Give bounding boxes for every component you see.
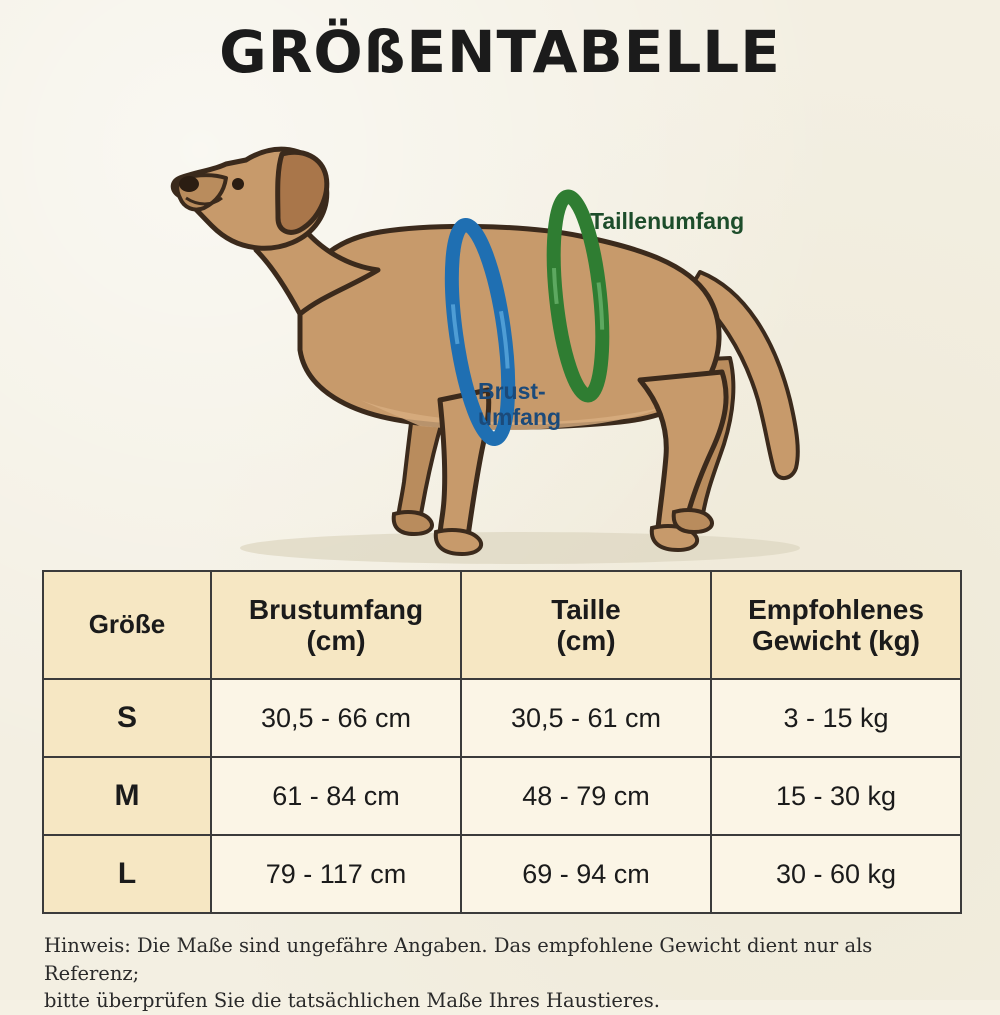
cell-chest: 79 - 117 cm xyxy=(211,835,461,913)
cell-waist: 69 - 94 cm xyxy=(461,835,711,913)
header-waist-line-2: (cm) xyxy=(556,625,616,656)
page-title: GRÖßENTABELLE xyxy=(219,18,781,86)
dog-illustration-svg xyxy=(0,100,1000,570)
header-chest-line-2: (cm) xyxy=(306,625,366,656)
dog-eye xyxy=(232,178,244,190)
header-chest-line-1: Brustumfang xyxy=(248,593,424,625)
table-row xyxy=(43,757,961,835)
cell-chest: 61 - 84 cm xyxy=(211,757,461,835)
size-table-body xyxy=(43,679,961,913)
footnote-line-1: Hinweis: Die Maße sind ungefähre Angaben. Das empfohlene Gewicht dient nur als Referenz; xyxy=(44,934,873,985)
footnote xyxy=(44,932,964,1015)
dog-hind-paw-far xyxy=(674,510,712,532)
size-table-head xyxy=(43,571,961,679)
cell-size: S xyxy=(43,679,211,757)
cell-weight: 3 - 15 kg xyxy=(711,679,961,757)
cell-weight: 15 - 30 kg xyxy=(711,757,961,835)
header-waist-line-1: Taille xyxy=(551,593,621,625)
header-waist xyxy=(461,571,711,679)
ground-shadow xyxy=(240,532,800,564)
chest-label xyxy=(478,378,561,431)
footnote-line-2: bitte überprüfen Sie die tatsächlichen Maße Ihres Haustieres. xyxy=(44,989,660,1013)
table-header-row xyxy=(43,571,961,679)
size-table xyxy=(42,570,962,914)
table-row xyxy=(43,835,961,913)
cell-weight: 30 - 60 kg xyxy=(711,835,961,913)
dog-front-paw-near xyxy=(436,530,481,554)
chest-label-line-2: umfang xyxy=(478,404,562,431)
header-size-line-1: Größe xyxy=(88,609,166,640)
size-table-wrapper xyxy=(42,570,960,914)
header-weight xyxy=(711,571,961,679)
table-row xyxy=(43,679,961,757)
header-chest xyxy=(211,571,461,679)
dog-nose xyxy=(179,176,199,192)
header-weight-line-2: Gewicht (kg) xyxy=(751,625,920,656)
cell-size: M xyxy=(43,757,211,835)
cell-chest: 30,5 - 66 cm xyxy=(211,679,461,757)
cell-waist: 30,5 - 61 cm xyxy=(461,679,711,757)
header-size xyxy=(43,571,211,679)
header-weight-line-1: Empfohlenes xyxy=(748,593,924,625)
waist-label: Taillenumfang xyxy=(590,208,745,234)
chest-label-line-1: Brust- xyxy=(478,378,546,404)
cell-waist: 48 - 79 cm xyxy=(461,757,711,835)
dog-illustration xyxy=(0,100,1000,570)
cell-size: L xyxy=(43,835,211,913)
dog-front-paw-far xyxy=(394,512,432,534)
